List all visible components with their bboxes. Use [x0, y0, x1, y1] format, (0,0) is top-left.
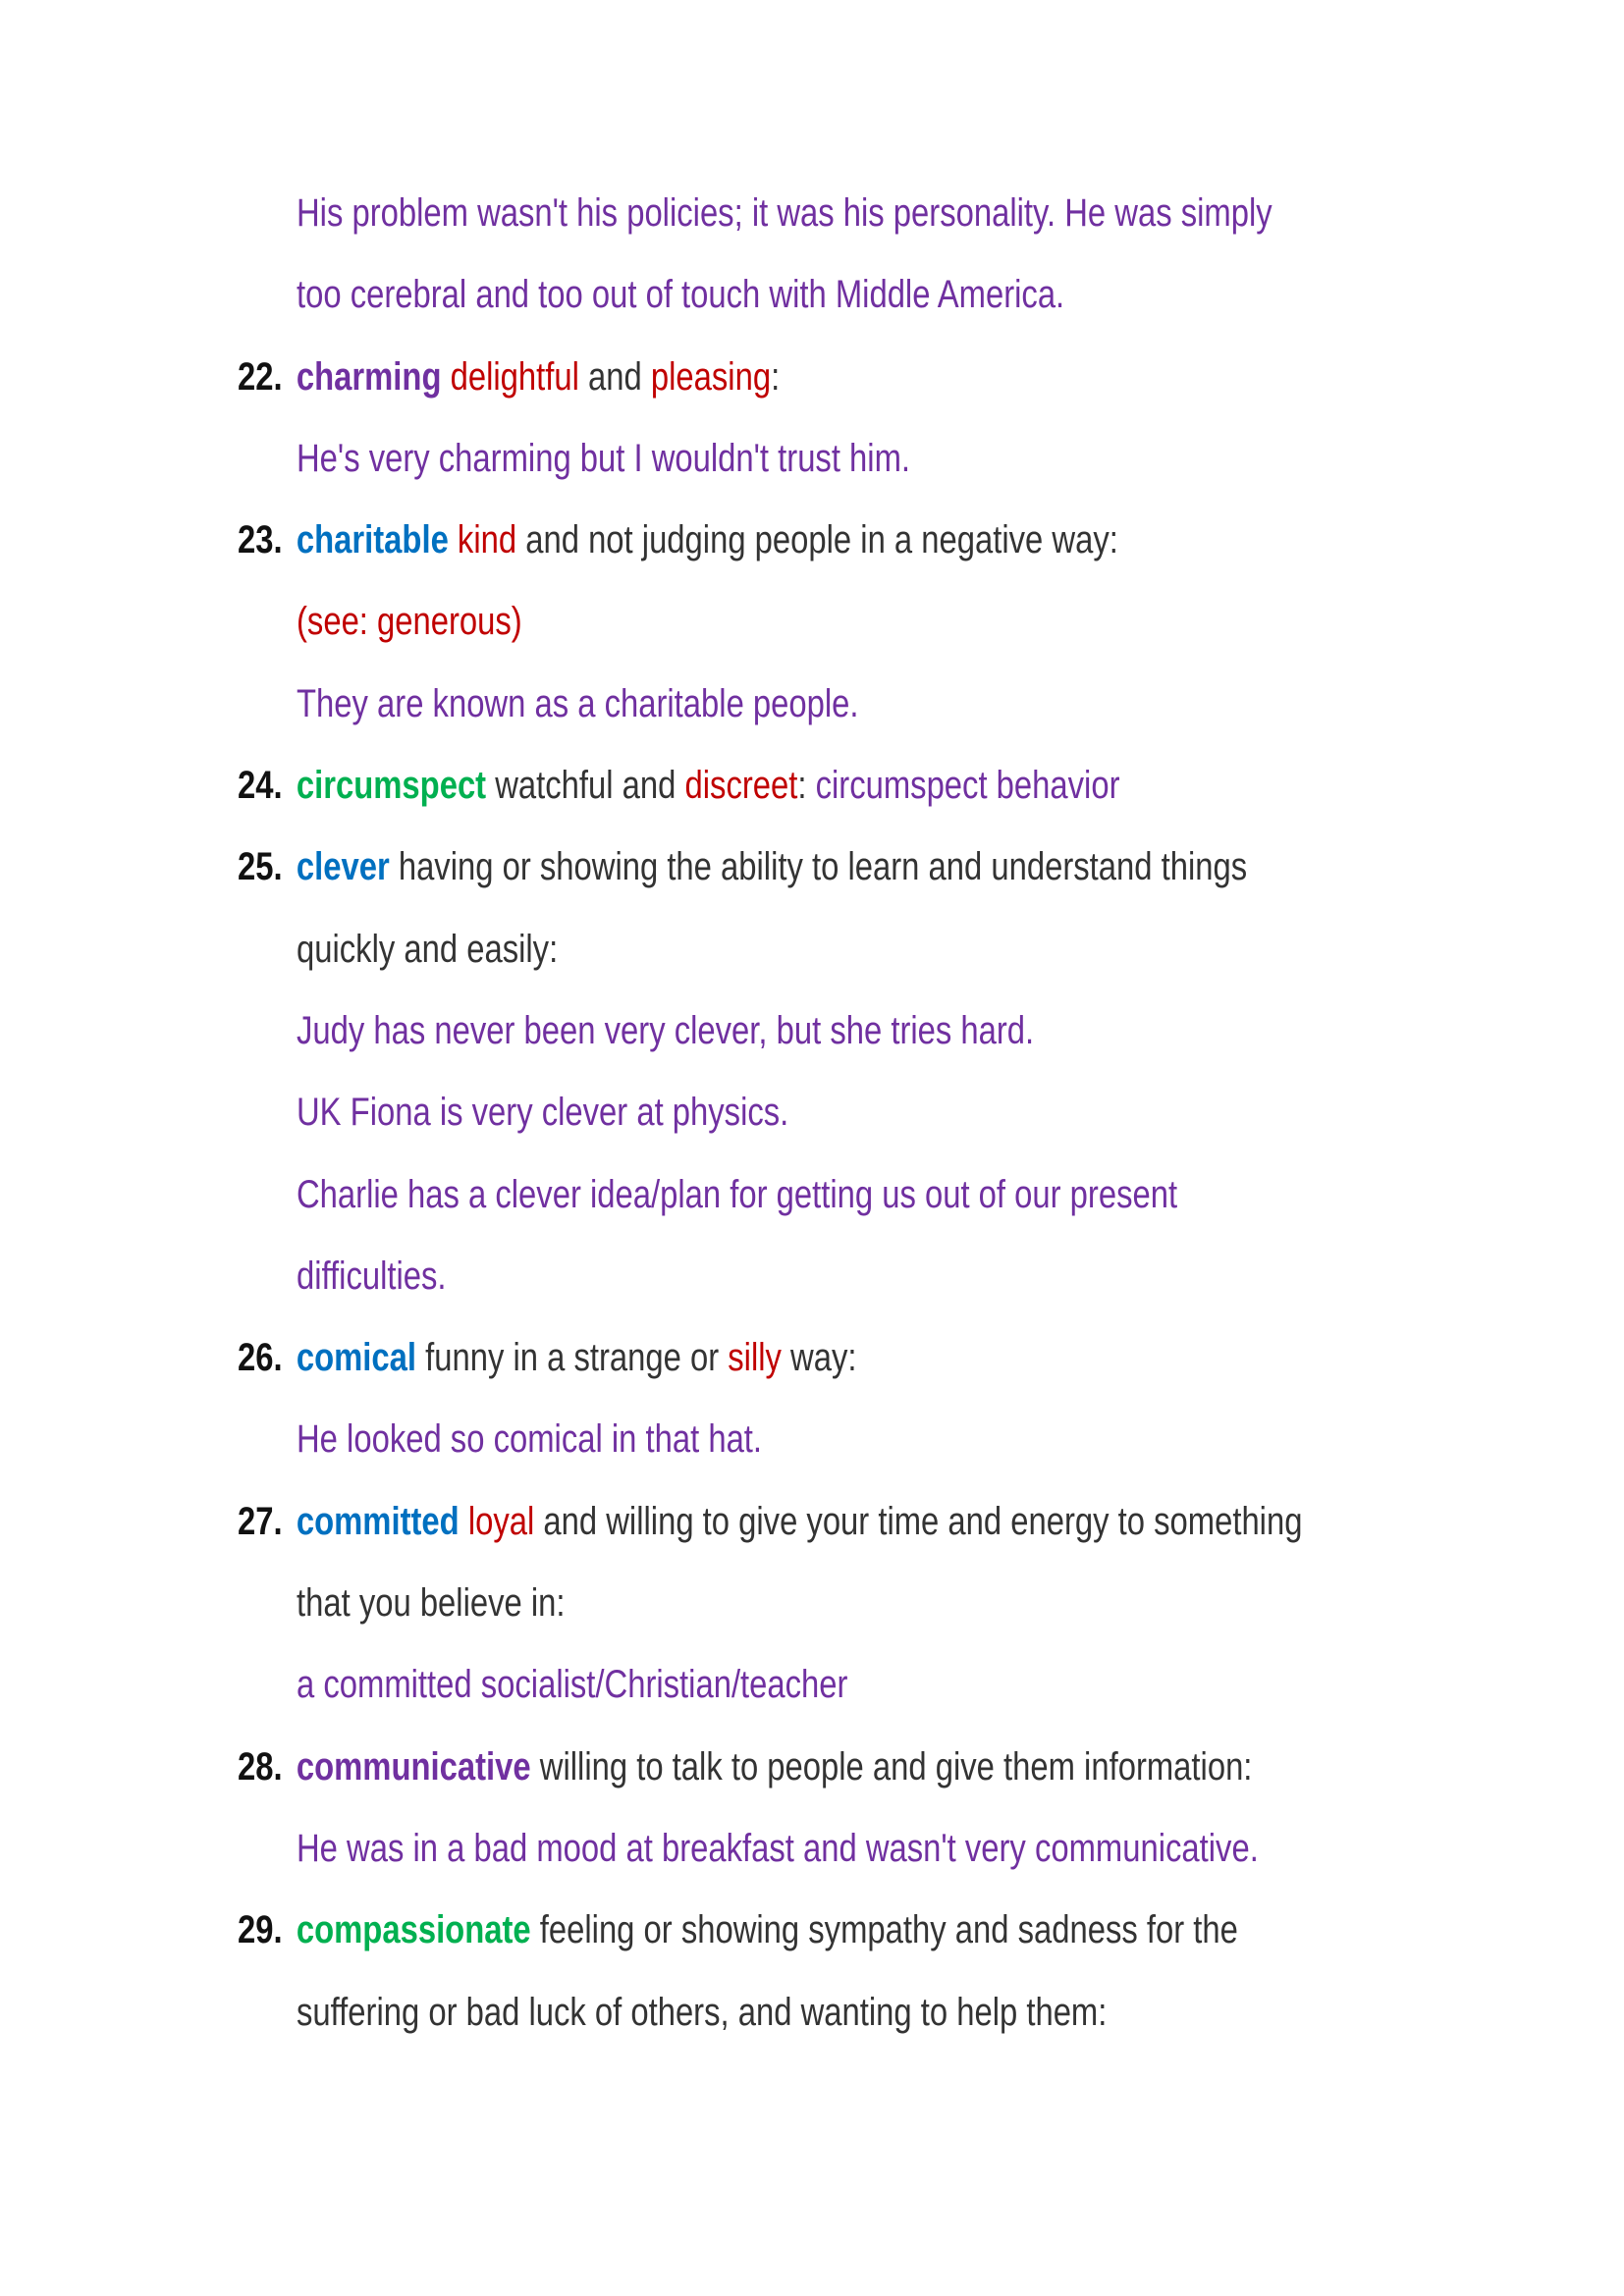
headword: compassionate — [296, 1908, 531, 1952]
text-segment: pleasing — [650, 354, 772, 399]
definition-line — [0, 1317, 1624, 1399]
item-number: 29. — [238, 1908, 283, 1952]
example-line — [0, 173, 1624, 254]
example-line — [0, 990, 1624, 1072]
line-text — [297, 1808, 1259, 1890]
item-number: 22. — [238, 354, 283, 399]
text-segment: and not judging people in a negative way: — [516, 518, 1118, 562]
item-number: 26. — [238, 1336, 283, 1380]
headword: charming — [296, 354, 442, 399]
text-segment: They are known as a charitable people. — [297, 681, 859, 725]
line-text — [297, 1154, 1177, 1236]
headword: committed — [296, 1499, 460, 1543]
line-text — [297, 581, 522, 663]
line-text — [297, 664, 859, 745]
text-segment: He's very charming but I wouldn't trust him. — [297, 436, 911, 480]
text-segment: Judy has never been very clever, but she tries hard. — [297, 1008, 1035, 1052]
text-segment: discreet — [684, 764, 798, 808]
text-segment: delightful — [450, 354, 579, 399]
headword: circumspect — [296, 764, 487, 808]
headword: charitable — [296, 518, 449, 562]
text-segment: and — [578, 354, 651, 399]
text-segment: feeling or showing sympathy and sadness for the — [530, 1908, 1238, 1952]
example-line — [0, 1236, 1624, 1317]
text-segment: kind — [457, 518, 517, 562]
text-segment: circumspect behavior — [815, 764, 1120, 808]
text-segment: (see: generous) — [297, 600, 522, 644]
text-segment: way: — [781, 1336, 857, 1380]
definition-line — [0, 1727, 1624, 1808]
continuation-line — [0, 909, 1624, 990]
line-text — [297, 1644, 847, 1726]
item-number: 28. — [238, 1744, 283, 1789]
definition-line — [0, 1890, 1624, 1971]
text-segment: Charlie has a clever idea/plan for getting us out of our present — [297, 1172, 1178, 1216]
line-text — [297, 990, 1034, 1072]
text-segment: loyal — [467, 1499, 535, 1543]
line-text — [297, 1072, 788, 1153]
line-text — [238, 827, 1247, 908]
text-segment: : — [797, 764, 816, 808]
text-segment: He was in a bad mood at breakfast and wasn't very communicative. — [297, 1826, 1259, 1870]
text-segment — [449, 518, 458, 561]
example-line — [0, 1808, 1624, 1890]
text-segment: difficulties. — [297, 1254, 447, 1298]
continuation-line — [0, 1563, 1624, 1644]
line-text — [238, 1317, 857, 1399]
headword: comical — [296, 1336, 417, 1380]
definition-line — [0, 827, 1624, 908]
definition-line — [0, 337, 1624, 418]
line-text — [297, 1236, 447, 1317]
text-segment: willing to talk to people and give them information: — [530, 1744, 1253, 1789]
line-text — [297, 909, 558, 990]
text-segment: that you believe in: — [297, 1581, 566, 1626]
example-line — [0, 1072, 1624, 1153]
text-segment: : — [771, 354, 781, 399]
line-text — [238, 1890, 1238, 1971]
line-text — [297, 1563, 566, 1644]
text-segment: having or showing the ability to learn and understand things — [389, 845, 1248, 889]
line-text — [297, 418, 910, 500]
line-text — [297, 254, 1064, 336]
line-text — [238, 500, 1118, 581]
document-body — [0, 173, 1624, 2054]
item-number: 25. — [238, 845, 283, 889]
line-text — [238, 1727, 1252, 1808]
item-number: 23. — [238, 518, 283, 562]
item-number: 24. — [238, 764, 283, 808]
text-segment: His problem wasn't his policies; it was his personality. He was simply — [297, 191, 1272, 235]
definition-line — [0, 1481, 1624, 1563]
example-line — [0, 1644, 1624, 1726]
text-segment: He looked so comical in that hat. — [297, 1417, 763, 1462]
definition-line — [0, 500, 1624, 581]
text-segment: too cerebral and too out of touch with Middle America. — [297, 273, 1065, 317]
line-text — [297, 1972, 1107, 2054]
headword: communicative — [296, 1744, 531, 1789]
text-segment: funny in a strange or — [416, 1336, 729, 1380]
headword: clever — [296, 845, 390, 889]
line-text — [238, 745, 1120, 827]
definition-line — [0, 745, 1624, 827]
text-segment: and willing to give your time and energy to something — [534, 1499, 1303, 1543]
continuation-line — [0, 1972, 1624, 2054]
example-line — [0, 1399, 1624, 1480]
example-line — [0, 418, 1624, 500]
text-segment: silly — [728, 1336, 782, 1380]
line-text — [297, 1399, 762, 1480]
line-text — [297, 173, 1272, 254]
text-segment: watchful and — [486, 764, 685, 808]
example-line — [0, 1154, 1624, 1236]
line-text — [238, 337, 780, 418]
example-line — [0, 254, 1624, 336]
text-segment: UK Fiona is very clever at physics. — [297, 1091, 789, 1135]
text-segment — [460, 1500, 468, 1543]
text-segment — [441, 355, 450, 399]
cross-reference-line — [0, 581, 1624, 663]
text-segment: suffering or bad luck of others, and wanting to help them: — [297, 1990, 1108, 2034]
text-segment: a committed socialist/Christian/teacher — [297, 1663, 848, 1707]
line-text — [238, 1481, 1302, 1563]
example-line — [0, 664, 1624, 745]
item-number: 27. — [238, 1499, 283, 1543]
text-segment: quickly and easily: — [297, 927, 559, 971]
